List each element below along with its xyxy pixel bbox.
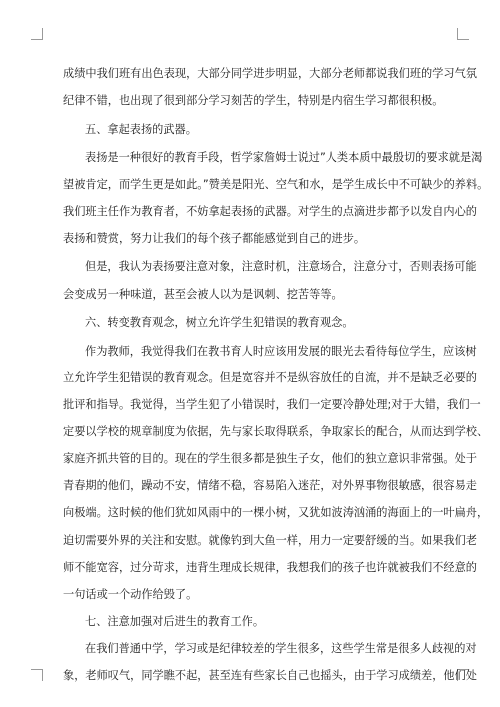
text-line: 成绩中我们班有出色表现，大部分同学进步明显，大部分老师都说我们班的学习气氛 — [63, 67, 477, 80]
text-line: 一句话或一个动作给毁了。 — [63, 588, 198, 601]
text-line: 立允许学生犯错误的教育观念。但是宽容并不是纵容放任的自流，并不是缺乏必要的 — [63, 371, 477, 384]
section-heading: 五、拿起表扬的武器。 — [85, 123, 197, 136]
text-line: 望被肯定，而学生更是如此。”赞美是阳光、空气和水，是学生成长中不可缺少的养料。 — [63, 178, 489, 191]
text-line: 但是，我认为表扬要注意对象，注意时机，注意场合，注意分寸，否则表扬可能 — [85, 260, 477, 273]
text-line: 向极端。这时候的他们犹如风雨中的一棵小树，又犹如波涛汹涌的海面上的一叶扁舟， — [63, 506, 489, 519]
section-heading: 六、转变教育观念，树立允许学生犯错误的教育观念。 — [85, 316, 354, 329]
text-line: 家庭齐抓共管的目的。现在的学生很多都是独生子女，他们的独立意识非常强。处于 — [63, 452, 477, 465]
text-line: 表扬和赞赏，努力让我们的每个孩子都能感觉到自己的进步。 — [63, 232, 366, 245]
text-line: 作为教师，我觉得我们在教书育人时应该用发展的眼光去看待每位学生，应该树 — [85, 345, 477, 358]
text-line: 批评和指导。我觉得，当学生犯了小错误时，我们一定要冷静处理;对于大错，我们一 — [63, 398, 481, 411]
text-line: 定要以学校的规章制度为依据，先与家长取得联系，争取家长的配合，从而达到学校、 — [63, 425, 489, 438]
text-line: 象，老师叹气，同学瞧不起，甚至连有些家长自己也摇头，由于学习成绩差，他们处 — [63, 669, 477, 682]
text-line: 迫切需要外界的关注和安慰。就像钓到大鱼一样，用力一定要舒缓的当。如果我们老 — [63, 534, 477, 547]
text-line: 表扬是一种很好的教育手段，哲学家詹姆士说过”人类本质中最殷切的要求就是渴 — [85, 151, 483, 164]
section-heading: 七、注意加强对后进生的教育工作。 — [85, 615, 265, 628]
text-line: 师不能宽容，过分苛求，违背生理成长规律，我想我们的孩子也许就被我们不经意的 — [63, 561, 477, 574]
text-line: 在我们普通中学，学习或是纪律较差的学生很多，这些学生常是很多人歧视的对 — [85, 642, 477, 655]
text-line: 我们班主任作为教育者，不妨拿起表扬的武器。对学生的点滴进步都予以发自内心的 — [63, 205, 477, 218]
text-line: 青春期的他们，躁动不安，情绪不稳，容易陷入迷茫，对外界事物很敏感，很容易走 — [63, 479, 477, 492]
text-line: 会变成另一种味道，甚至会被人以为是讽刺、挖苦等等。 — [63, 288, 343, 301]
text-line: 纪律不错，也出现了很到部分学习刻苦的学生，特别是内宿生学习都很积极。 — [63, 94, 444, 107]
